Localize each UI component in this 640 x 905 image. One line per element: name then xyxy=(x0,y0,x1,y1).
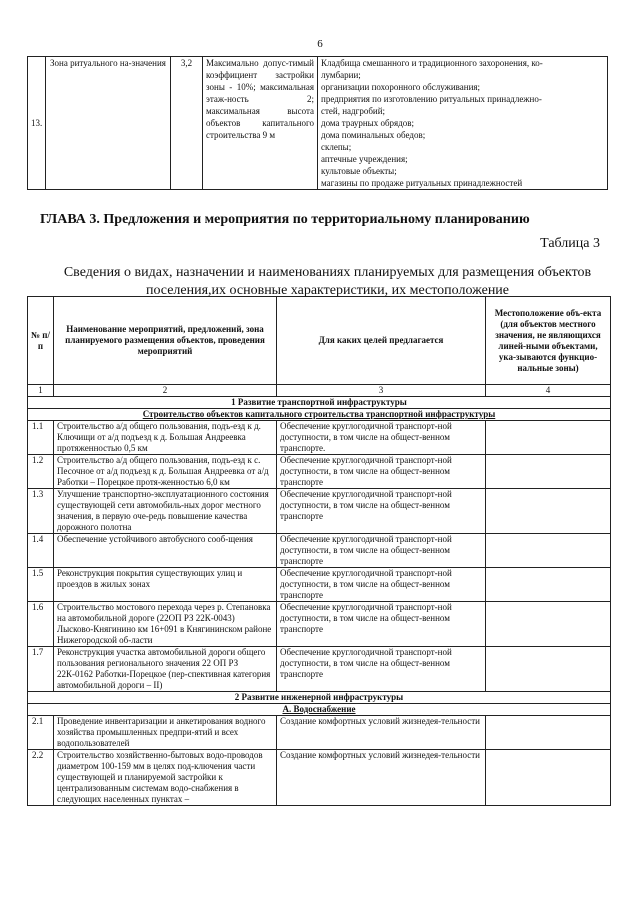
row-name: Реконструкция участка автомобильной дороги общего пользования регионального значения 22 ОП РЗ 22К-0162 Работки-Порецкое (пер-спективная категория автомобильной дороги – II) xyxy=(54,647,277,692)
table-row xyxy=(28,534,611,568)
row-purpose: Обеспечение круглогодичной транспорт-ной доступности, в том числе на общест-венном транспорте xyxy=(277,602,486,647)
object-line: стей, надгробий; xyxy=(321,106,386,116)
row-number: 13. xyxy=(28,57,46,190)
row-number: 1.4 xyxy=(28,534,54,568)
row-location xyxy=(486,568,611,602)
row-purpose: Создание комфортных условий жизнедея-тельности xyxy=(277,716,486,750)
zone-name: Зона ритуального на-значения xyxy=(46,57,171,190)
row-name: Улучшение транспортно-эксплуатационного состояния существующей сети автомобиль-ных дорог местного значения, в первую оче-редь повышение качества дорожного полотна xyxy=(54,489,277,534)
header-purpose: Для каких целей предлагается xyxy=(277,297,486,385)
object-line: дома траурных обрядов; xyxy=(321,118,415,128)
row-number: 1.6 xyxy=(28,602,54,647)
row-number: 2.2 xyxy=(28,750,54,806)
subsection-title: Строительство объектов капитального строительства транспортной инфраструктуры xyxy=(28,409,611,421)
object-line: аптечные учреждения; xyxy=(321,154,408,164)
object-line: культовые объекты; xyxy=(321,166,397,176)
header-name: Наименование мероприятий, предложений, зона планируемого размещения объектов, проведения мероприятий xyxy=(54,297,277,385)
table-row xyxy=(28,647,611,692)
row-name: Строительство хозяйственно-бытовых водо-проводов диаметром 100-159 мм в целях под-ключения части существующей и планируемой застройки к централизованным системам водо-снабжения в следующих населенных пунктах – xyxy=(54,750,277,806)
table-caption: Сведения о видах, назначении и наименованиях планируемых для размещения объектов поселения,их основные характеристики, их местоположение xyxy=(63,265,592,298)
table-row xyxy=(28,57,608,190)
row-purpose: Создание комфортных условий жизнедея-тельности xyxy=(277,750,486,806)
row-purpose: Обеспечение круглогодичной транспорт-ной доступности, в том числе на общест-венном транспорте xyxy=(277,489,486,534)
row-location xyxy=(486,489,611,534)
header-location: Местоположение объ-екта (для объектов местного значения, не являющихся линей-ными объектами, ука-зываются функцио-нальные зоны) xyxy=(486,297,611,385)
table-row xyxy=(28,568,611,602)
header-num: № п/п xyxy=(28,297,54,385)
row-location xyxy=(486,534,611,568)
page-number: 6 xyxy=(317,38,323,50)
col-number: 1 xyxy=(28,385,54,397)
row-purpose: Обеспечение круглогодичной транспорт-ной доступности, в том числе на общест-венном транспорте xyxy=(277,647,486,692)
row-purpose: Обеспечение круглогодичной транспорт-ной доступности, в том числе на общест-венном транспорте xyxy=(277,568,486,602)
row-location xyxy=(486,421,611,455)
col-number: 3 xyxy=(277,385,486,397)
row-location xyxy=(486,716,611,750)
engineering-rows xyxy=(28,716,611,806)
object-line: склепы; xyxy=(321,142,352,152)
row-location xyxy=(486,647,611,692)
chapter-title: ГЛАВА 3. Предложения и мероприятия по территориальному планированию xyxy=(40,212,530,227)
table-row xyxy=(28,489,611,534)
row-name: Строительство мостового перехода через р. Степановка на автомобильной дороге (22ОП РЗ 22К-0043) Лысково-Княгинино км 16+091 в Княгининском районе Нижегородской об-ласти xyxy=(54,602,277,647)
zone-params: Максимально допус-тимый коэффициент застройки зоны - 10%; максимальная этаж-ность 2; максимальная высота объектов капитального строительства 9 м xyxy=(203,57,318,190)
row-number: 2.1 xyxy=(28,716,54,750)
section-row xyxy=(28,397,611,409)
planning-table xyxy=(27,296,611,806)
row-number: 1.2 xyxy=(28,455,54,489)
row-purpose: Обеспечение круглогодичной транспорт-ной доступности, в том числе на общест-венном транспорте xyxy=(277,534,486,568)
row-number: 1.1 xyxy=(28,421,54,455)
row-name: Строительство а/д общего пользования, подъ-езд к д. Ключищи от а/д подъезд к д. Большая Андреевка протяженностью 0,5 км xyxy=(54,421,277,455)
row-purpose: Обеспечение круглогодичной транспорт-ной доступности, в том числе на общест-венном транспорте. xyxy=(277,421,486,455)
row-name: Проведение инвентаризации и анкетирования водного хозяйства промышленных предпри-ятий и всех водопользователей xyxy=(54,716,277,750)
table-row xyxy=(28,750,611,806)
row-location xyxy=(486,602,611,647)
row-name: Строительство а/д общего пользования, подъ-езд к с. Песочное от а/д подъезд к д. Большая Андреевка от а/д Работки – Порецкое протя-женностью 6,0 км xyxy=(54,455,277,489)
row-purpose: Обеспечение круглогодичной транспорт-ной доступности, в том числе на общест-венном транспорте xyxy=(277,455,486,489)
zone-value: 3,2 xyxy=(171,57,203,190)
transport-rows xyxy=(28,421,611,692)
table-row xyxy=(28,602,611,647)
table-row xyxy=(28,716,611,750)
header-row xyxy=(28,297,611,385)
object-line: дома поминальных обедов; xyxy=(321,130,426,140)
object-line: Кладбища смешанного и традиционного захоронения, ко- xyxy=(321,58,543,68)
row-number: 1.3 xyxy=(28,489,54,534)
column-number-row xyxy=(28,385,611,397)
zone-objects xyxy=(318,57,608,190)
row-location xyxy=(486,455,611,489)
row-location xyxy=(486,750,611,806)
col-number: 2 xyxy=(54,385,277,397)
table-row xyxy=(28,421,611,455)
zone-table xyxy=(27,56,608,190)
object-line: магазины по продаже ритуальных принадлежностей xyxy=(321,178,523,188)
object-line: предприятия по изготовлению ритуальных принадлежно- xyxy=(321,94,542,104)
section-title: 2 Развитие инженерной инфраструктуры xyxy=(28,692,611,704)
row-number: 1.5 xyxy=(28,568,54,602)
table-label: Таблица 3 xyxy=(540,236,600,251)
subsection-row xyxy=(28,409,611,421)
table-row xyxy=(28,455,611,489)
subsection-title: А. Водоснабжение xyxy=(28,704,611,716)
object-line: организации похоронного обслуживания; xyxy=(321,82,481,92)
row-name: Реконструкция покрытия существующих улиц и проездов в жилых зонах xyxy=(54,568,277,602)
object-line: лумбарии; xyxy=(321,70,361,80)
section-title: 1 Развитие транспортной инфраструктуры xyxy=(28,397,611,409)
row-number: 1.7 xyxy=(28,647,54,692)
subsection-row xyxy=(28,704,611,716)
row-name: Обеспечение устойчивого автобусного сооб-щения xyxy=(54,534,277,568)
section-row xyxy=(28,692,611,704)
col-number: 4 xyxy=(486,385,611,397)
